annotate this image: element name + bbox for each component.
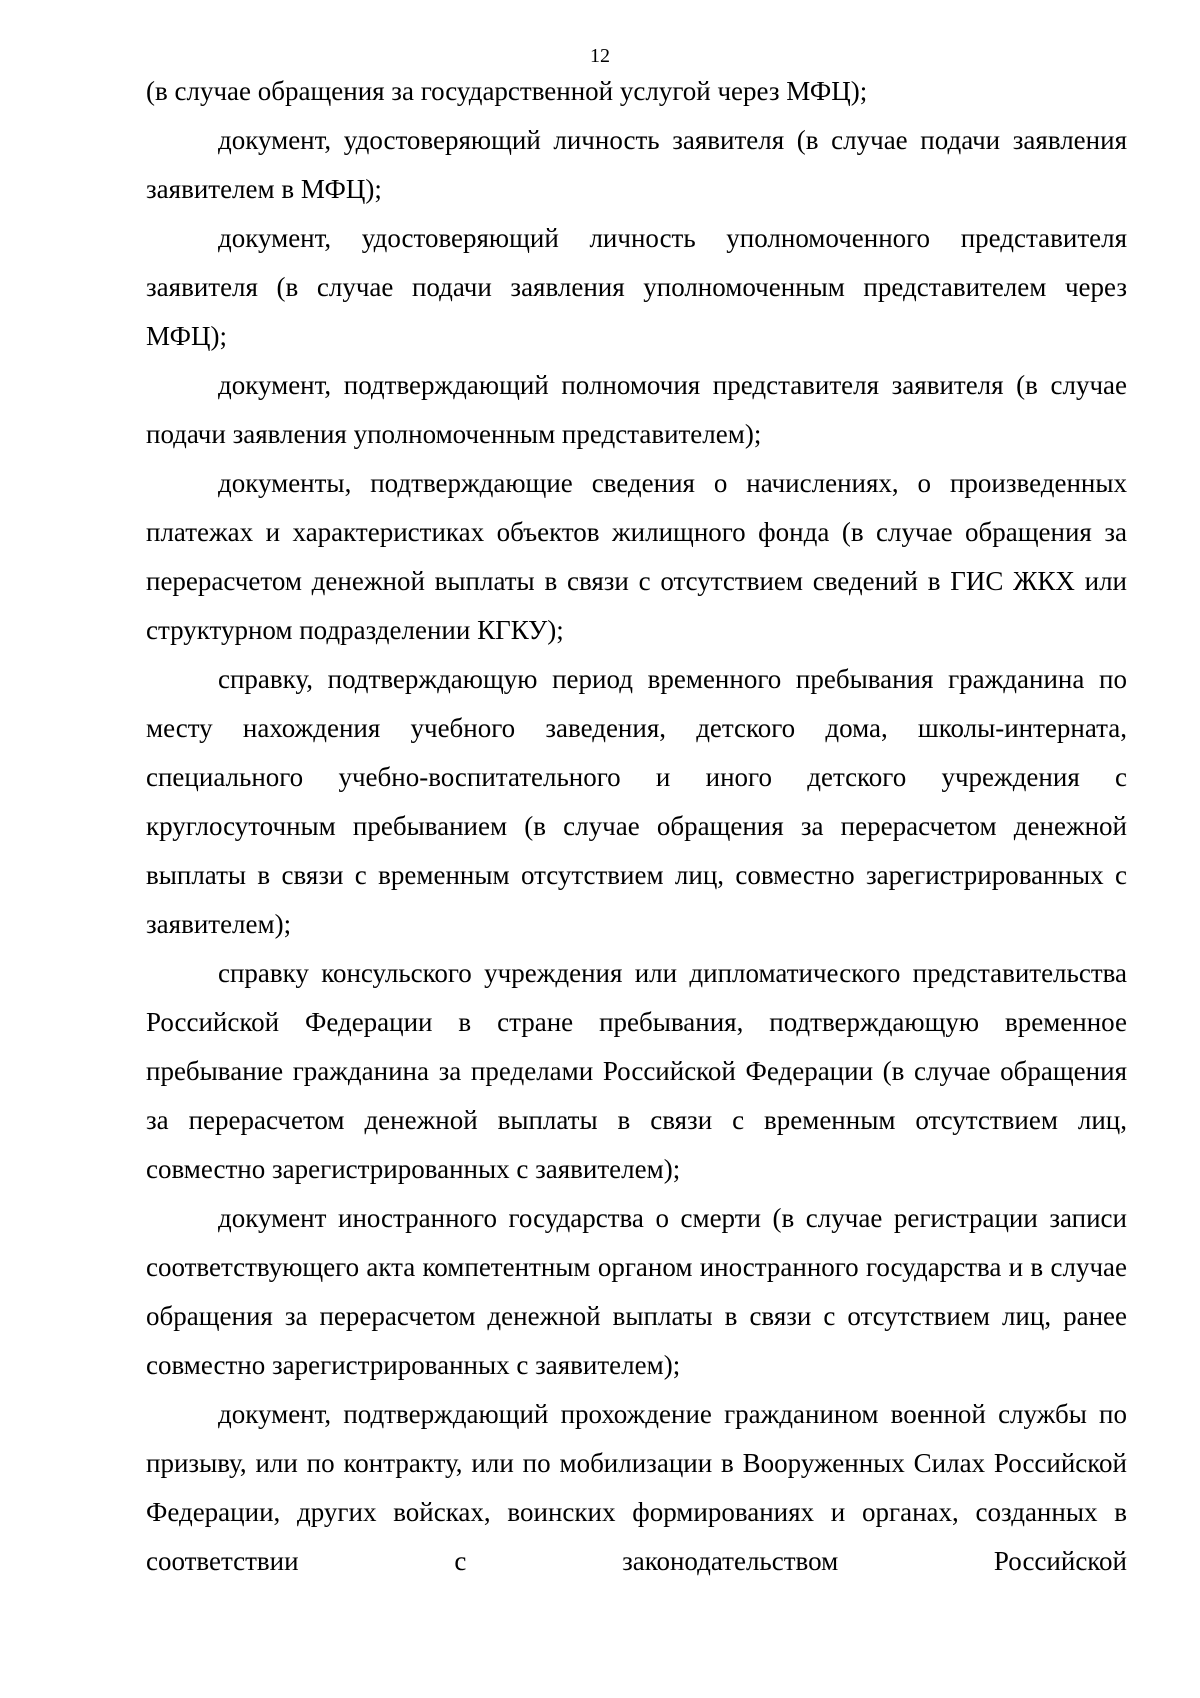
paragraph-continuation: (в случае обращения за государственной услугой через МФЦ); — [146, 76, 868, 106]
page-number: 12 — [590, 45, 610, 67]
paragraph-representative-authority: документ, подтверждающий полномочия представителя заявителя (в случае подачи заявления уполномоченным представителем); — [146, 370, 1127, 449]
paragraph-consular-certificate: справку консульского учреждения или дипломатического представительства Российской Федерации в стране пребывания, подтверждающую временное пребывание гражданина за пределами Российской Федерации (в случае обращения за перерасчетом денежной выплаты в связи с временным отсутствием лиц, совместно зарегистрированных с заявителем); — [146, 958, 1127, 1184]
paragraph-representative-id: документ, удостоверяющий личность уполномоченного представителя заявителя (в случае подачи заявления уполномоченным представителем через МФЦ); — [146, 223, 1127, 351]
paragraph-applicant-id: документ, удостоверяющий личность заявителя (в случае подачи заявления заявителем в МФЦ); — [146, 125, 1127, 204]
paragraph-military-service: документ, подтверждающий прохождение гражданином военной службы по призыву, или по контракту, или по мобилизации в Вооруженных Силах Российской Федерации, других войсках, воинских формированиях и органах, созданных в соответствии с законодательством Российской — [146, 1399, 1127, 1576]
paragraph-foreign-death-document: документ иностранного государства о смерти (в случае регистрации записи соответствующего акта компетентным органом иностранного государства и в случае обращения за перерасчетом денежной выплаты в связи с отсутствием лиц, ранее совместно зарегистрированных с заявителем); — [146, 1203, 1127, 1380]
paragraph-payment-documents: документы, подтверждающие сведения о начислениях, о произведенных платежах и характеристиках объектов жилищного фонда (в случае обращения за перерасчетом денежной выплаты в связи с отсутствием сведений в ГИС ЖКХ или структурном подразделении КГКУ); — [146, 468, 1127, 645]
paragraph-temporary-stay-certificate: справку, подтверждающую период временного пребывания гражданина по месту нахождения учебного заведения, детского дома, школы-интерната, специального учебно-воспитательного и иного детского учреждения с круглосуточным пребыванием (в случае обращения за перерасчетом денежной выплаты в связи с временным отсутствием лиц, совместно зарегистрированных с заявителем); — [146, 664, 1127, 939]
document-body — [146, 67, 1127, 1586]
